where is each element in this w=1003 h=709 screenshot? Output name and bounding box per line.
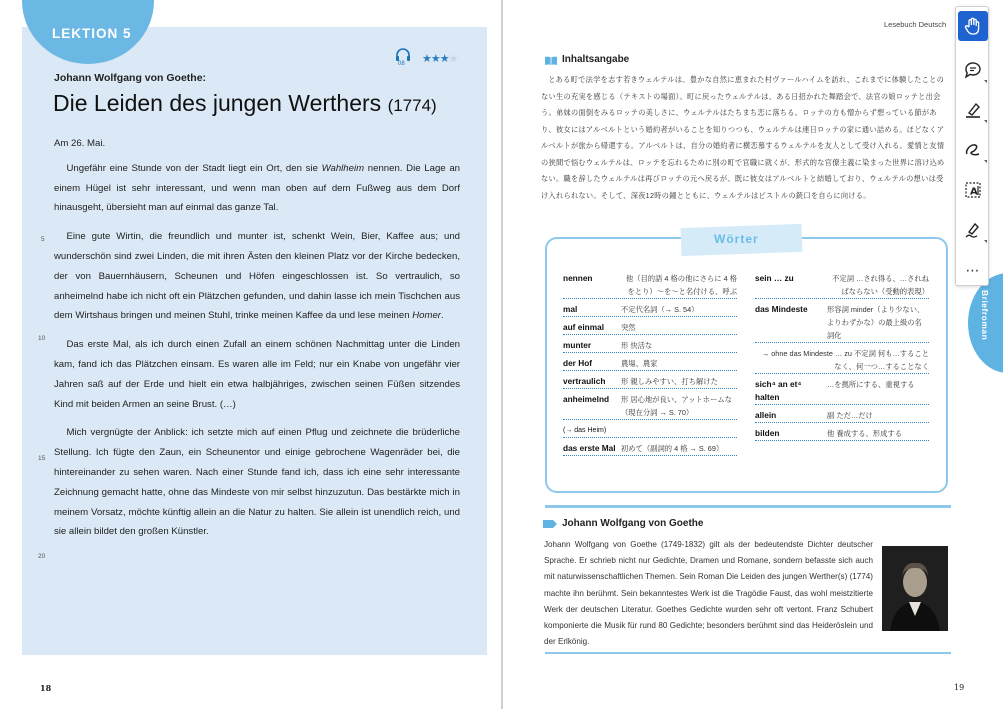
running-head: Lesebuch Deutsch [884, 20, 947, 29]
freehand-tool-button[interactable] [958, 135, 988, 165]
svg-text:A: A [970, 186, 978, 198]
vocab-row: munter 形 快活な [563, 335, 737, 353]
story-text [54, 134, 460, 551]
page-number: 19 [954, 683, 965, 692]
lesson-label: LEKTION 5 [52, 26, 132, 41]
more-tools-button[interactable]: ⋯ [965, 261, 981, 278]
vocab-row: nennen 他（目的語 4 格の他にさらに 4 格をとり）〜を〜と名付ける、呼ぶ [563, 268, 737, 299]
vocabulary-label: Wörter [714, 232, 759, 246]
line-number: 10 [38, 335, 46, 342]
vocab-row: sich⁴ an et⁴ halten …を拠所にする、重視する [755, 374, 929, 405]
star-icon: ★★★ [422, 53, 449, 65]
vocab-row: das erste Mal 初めて（副詞的 4 格 → S. 69） [563, 438, 737, 456]
line-number: 15 [38, 455, 46, 462]
author-bio-text: Johann Wolfgang von Goethe (1749-1832) gilt als der bedeutendste Dichter deutscher Sprache. Er schrieb nicht nur Gedichte, Dramen und Romane, sondern befasste sich auch mit naturwissenschaftlichen Themen. Sein Roman Die Leiden des jungen Werther(s) (1774) machte ihn berühmt. Sein bekanntestes Werk ist die Tragödie Faust, das wohl meistzitierte Werk der deutschen Literatur. Goethes Gedichte wurden sehr oft vertont. Franz Schubert komponierte die Musik für rund 80 Gedichte; besonders berühmt sind das Heideröslein und der Erlkönig. [544, 540, 873, 647]
vocab-row: vertraulich 形 親しみやすい、打ち解けた [563, 371, 737, 389]
date-line: Am 26. Mai. [54, 138, 106, 149]
left-page [0, 0, 501, 709]
highlight-tool-button[interactable] [958, 95, 988, 125]
hand-tool-button[interactable] [958, 11, 988, 41]
caret-icon [984, 120, 987, 123]
hand-icon [963, 16, 983, 36]
vocabulary-column-right [755, 268, 929, 441]
vocab-row: allein 副 ただ…だけ [755, 405, 929, 423]
caret-icon [984, 240, 987, 243]
vocab-row: sein … zu 不定詞 …され得る、…されねばならない（受動的表現） [755, 268, 929, 299]
title-year: (1774) [387, 96, 437, 115]
page-title [53, 90, 437, 117]
line-number: 20 [38, 553, 46, 560]
author-bio-title: Johann Wolfgang von Goethe [562, 518, 704, 529]
freehand-icon [963, 140, 983, 160]
annotation-toolbar [955, 6, 989, 286]
author-line: Johann Wolfgang von Goethe: [54, 72, 207, 84]
caret-icon [984, 160, 987, 163]
vocabulary-column-left [563, 268, 737, 456]
section-divider [545, 652, 951, 654]
sign-tool-button[interactable] [958, 215, 988, 245]
vocab-row: der Hof 農場、農家 [563, 353, 737, 371]
comment-icon [963, 60, 983, 80]
summary-text: とある町で法学を志す若きウェルテルは、豊かな自然に恵まれた村ヴァールハイムを訪れ、これまでに体験したことのない生の充実を感じる（テキストの場面）。町に戻ったウェルテルは、ある日招かれた舞踏会で、法官の娘ロッテと出会う。弟妹の面倒をみるロッテの美しさに、ウェルテルはたちまち恋に落ちる。ロッテの方も憎からず想っている節があり、彼女にはアルベルトという婚約者がいることを知りつつも、ウェルテルは連日ロッテの家に通い詰める。ほどなくアルベルトが旅から帰還する。アルベルトは、自分の婚約者に横恋慕するウェルテルを友人として受け入れる。愛情と友情の狭間で悩むウェルテルは、ロッテを忘れるために別の町で官職に就くが、形式的な官僚主義に染まった世界に溶け込めない。職を辞したウェルテルは再びロッテの元へ戻るが、既に彼女はアルベルトと結婚しており、ウェルテルの想いは受け入れられない。そして、深夜12時の鐘とともに、ウェルテルはピストルの銃口を自らに向ける。 [541, 75, 945, 200]
vocab-row: das Mindeste 形容詞 minder（より少ない、よりわずかな）の最上級の名詞化 [755, 299, 929, 343]
book-icon [545, 56, 557, 65]
audio-track-number: 08 [398, 61, 405, 67]
vocab-row: auf einmal 突然 [563, 317, 737, 335]
arrow-tag-icon [543, 520, 557, 528]
star-empty-icon: ★ [448, 53, 458, 65]
comment-tool-button[interactable] [958, 55, 988, 85]
right-page [503, 0, 1003, 709]
vocab-row: → ohne das Mindeste … zu 不定詞 何も…することなく、何一つ…することなく [755, 343, 929, 374]
goethe-portrait [882, 546, 948, 631]
text-select-icon [963, 180, 983, 200]
paragraph: Ungefähr eine Stunde von der Stadt liegt ein Ort, den sie Wahlheim nennen. Die Lage an einem Hügel ist sehr interessant, und wenn man oben auf dem Fußweg aus dem Dorf hinausgeht, übersieht man auf einmal das ganze Tal. [54, 162, 460, 214]
chapter-side-tab-label: Briefroman [980, 290, 990, 341]
paragraph: Das erste Mal, als ich durch einen Zufall an einem schönen Nachmittag unter die Linden kam, fand ich das Plätzchen einsam. Es waren alle im Feld; nur ein Knabe von ungefähr vier Jahren saß auf der Erde und hielt ein etwa halbjähriges, zwischen seinen Füßen sitzendes Kind mit beiden Armen an seine Brust. (…) [54, 339, 460, 410]
sign-pen-icon [963, 220, 983, 240]
section-divider [545, 505, 951, 508]
line-number: 5 [41, 236, 45, 243]
title-text: Die Leiden des jungen Werthers [53, 90, 382, 116]
vocab-row: bilden 他 養成する、形成する [755, 423, 929, 441]
paragraph: Eine gute Wirtin, die freundlich und munter ist, schenkt Wein, Bier, Kaffee aus; und wunderschön sind zwei Linden, die mit ihren Ästen den kleinen Platz vor der Kirche bedecken, der von Bauernhäusern, Scheunen und Höfen eingeschlossen ist. So vertraulich, so anheimelnd habe ich nicht oft ein Plätzchen gefunden, und dahin lasse ich mein Tischchen aus dem Wirtshaus bringen und meinen Stuhl, trinke meinen Kaffee da und lese meinen Homer. [54, 231, 460, 322]
paragraph: Mich vergnügte der Anblick: ich setzte mich auf einen Pflug und zeichnete die brüderliche Stellung. Ich fügte den Zaun, ein Scheunentor und einige gebrochene Wagenräder bei, die hintereinander zu sehen waren. Nach einer Stunde fand ich, dass ich eine sehr interessante Zeichnung gemacht hatte, ohne das Mindeste von mir selbst hinzuzutun. Das bestärkte mich in meinem Vorsatz, möchte künftig allein an die Natur zu halten. Sie allein ist unendlich reich, und sie allein bildet den großen Künstler. [54, 427, 460, 538]
audio-track[interactable] [395, 48, 413, 70]
vocab-row: anheimelnd 形 居心地が良い、アットホームな（現在分詞 → S. 70） [563, 389, 737, 420]
caret-icon [984, 80, 987, 83]
summary-title: Inhaltsangabe [562, 54, 630, 65]
highlighter-icon [963, 100, 983, 120]
text-select-tool-button[interactable] [958, 175, 988, 205]
vocab-row: (→ das Heim) [563, 420, 737, 438]
vocab-row: mal 不定代名詞（→ S. 54） [563, 299, 737, 317]
page-number: 18 [40, 683, 52, 693]
difficulty-stars [422, 52, 457, 65]
